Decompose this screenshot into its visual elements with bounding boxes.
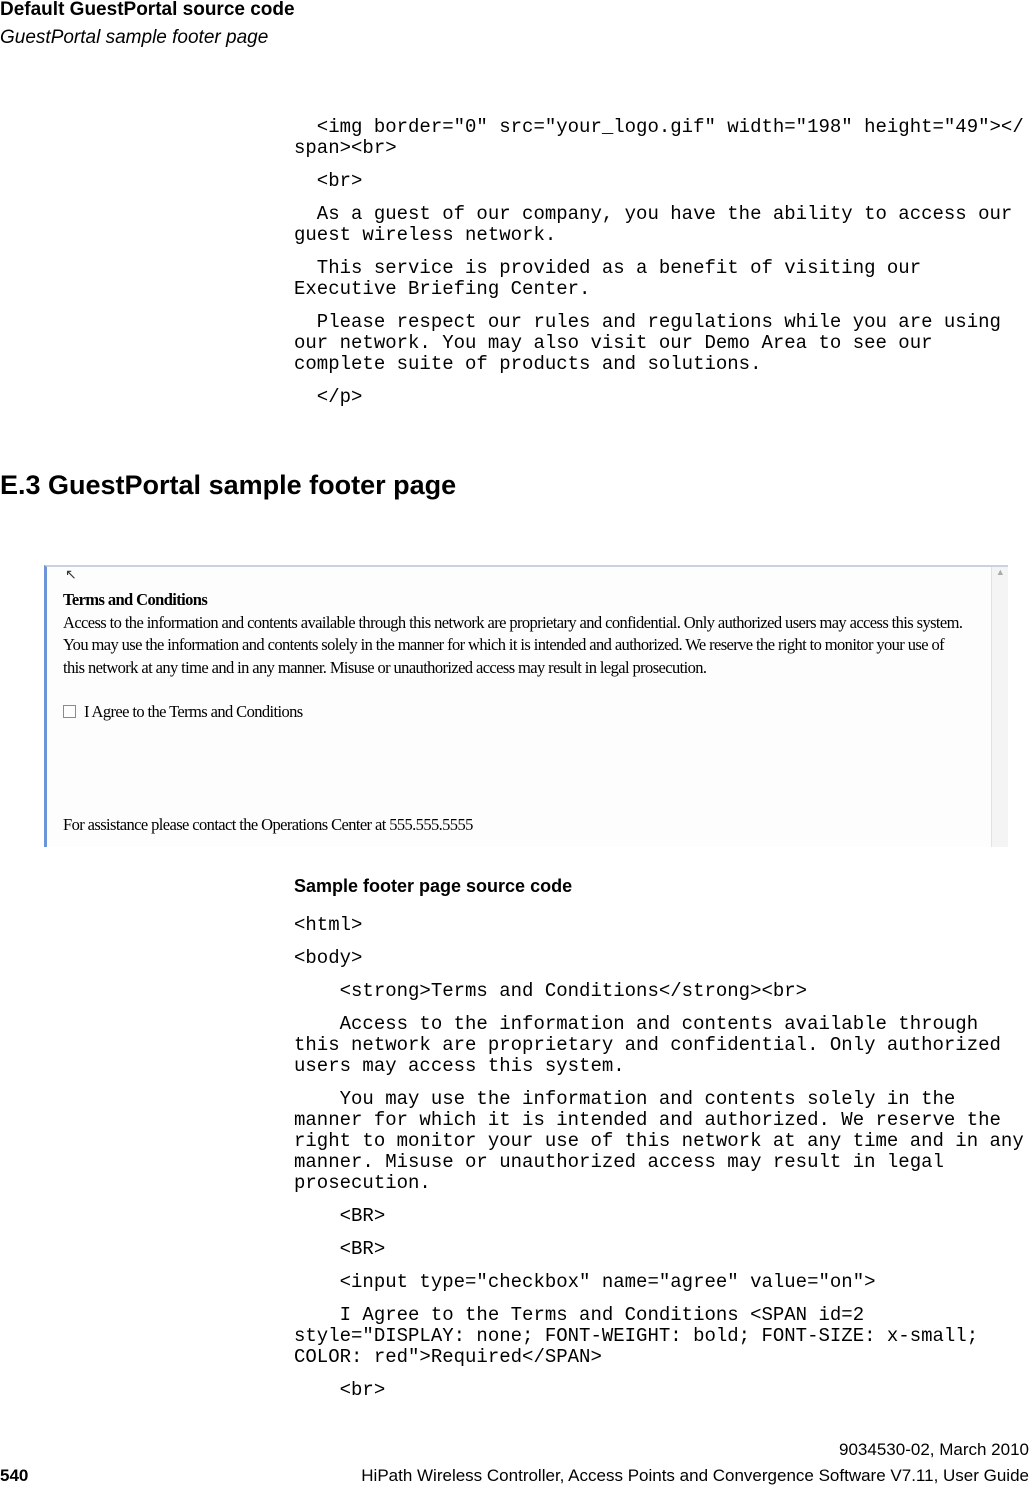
code-line: this network are proprietary and confidential. Only authorized — [294, 1034, 1001, 1056]
code-line: users may access this system. — [294, 1055, 625, 1077]
code-paragraph — [294, 171, 1024, 192]
footer-page-screenshot — [44, 565, 1008, 847]
code-line: Access to the information and contents available through — [294, 1013, 979, 1035]
code-line: Please respect our rules and regulations while you are using — [294, 311, 1001, 333]
code-line: <BR> — [294, 1205, 386, 1227]
terms-title: Terms and Conditions — [63, 590, 208, 609]
code-line: As a guest of our company, you have the ability to access our — [294, 203, 1013, 225]
code-line: manner for which it is intended and authorized. We reserve the — [294, 1109, 1001, 1131]
code-line: You may use the information and contents solely in the — [294, 1088, 956, 1110]
code-paragraph — [294, 915, 1024, 936]
code-paragraph — [294, 1239, 1024, 1260]
code-paragraph — [294, 1380, 1024, 1401]
code-line: <br> — [294, 1379, 386, 1401]
code-paragraph — [294, 1014, 1024, 1077]
code-line: <html> — [294, 914, 363, 936]
code-line: complete suite of products and solutions. — [294, 353, 762, 375]
code-line: Executive Briefing Center. — [294, 278, 591, 300]
code-paragraph — [294, 1206, 1024, 1227]
section-heading: E.3 GuestPortal sample footer page — [0, 470, 457, 500]
code-line: <strong>Terms and Conditions</strong><br> — [294, 980, 808, 1002]
code-line: <input type="checkbox" name="agree" value="on"> — [294, 1271, 876, 1293]
mouse-cursor-icon: ↖ — [65, 568, 77, 583]
scroll-up-icon[interactable]: ▲ — [995, 567, 1005, 577]
code-paragraph — [294, 387, 1024, 408]
code-line: <body> — [294, 947, 363, 969]
code-block-top — [294, 117, 1024, 420]
assistance-text: For assistance please contact the Operations Center at 555.555.5555 — [63, 815, 473, 834]
code-block-bottom — [294, 915, 1024, 1413]
document-id: 9034530-02, March 2010 — [839, 1440, 1029, 1459]
scrollbar[interactable] — [991, 567, 1008, 847]
code-line: I Agree to the Terms and Conditions <SPAN id=2 — [294, 1304, 865, 1326]
terms-body: Access to the information and contents available through this network are proprietary and confidential. Only authorized users may access this system. You may use the information and contents solely in the manner for which it is intended and authorized. We reserve the right to monitor your use of this network at any time and in any manner. Misuse or unauthorized access may result in legal prosecution. — [63, 612, 963, 677]
code-line: span><br> — [294, 137, 397, 159]
code-line: <img border="0" src="your_logo.gif" width="198" height="49"></ — [294, 116, 1024, 138]
code-line: right to monitor your use of this network at any time and in any — [294, 1130, 1024, 1152]
agree-row[interactable] — [63, 701, 963, 724]
code-line: <BR> — [294, 1238, 386, 1260]
source-code-heading: Sample footer page source code — [294, 876, 573, 896]
code-line: COLOR: red">Required</SPAN> — [294, 1346, 602, 1368]
code-paragraph — [294, 1272, 1024, 1293]
page-number: 540 — [0, 1466, 29, 1485]
code-paragraph — [294, 1089, 1024, 1194]
guide-title: HiPath Wireless Controller, Access Points and Convergence Software V7.11, User Guide — [361, 1466, 1029, 1485]
running-header-title: Default GuestPortal source code — [0, 0, 295, 20]
code-paragraph — [294, 981, 1024, 1002]
code-line: This service is provided as a benefit of visiting our — [294, 257, 922, 279]
code-line: guest wireless network. — [294, 224, 557, 246]
code-paragraph — [294, 948, 1024, 969]
code-line: style="DISPLAY: none; FONT-WEIGHT: bold; FONT-SIZE: x-small; — [294, 1325, 979, 1347]
code-paragraph — [294, 312, 1024, 375]
code-paragraph — [294, 204, 1024, 246]
running-header-subtitle: GuestPortal sample footer page — [0, 27, 269, 48]
code-line: prosecution. — [294, 1172, 431, 1194]
code-paragraph — [294, 1305, 1024, 1368]
agree-label: I Agree to the Terms and Conditions — [84, 702, 303, 721]
code-line: </p> — [294, 386, 363, 408]
code-paragraph — [294, 117, 1024, 159]
code-line: <br> — [294, 170, 363, 192]
code-line: our network. You may also visit our Demo Area to see our — [294, 332, 933, 354]
code-line: manner. Misuse or unauthorized access may result in legal — [294, 1151, 944, 1173]
code-paragraph — [294, 258, 1024, 300]
agree-checkbox[interactable] — [63, 705, 76, 718]
